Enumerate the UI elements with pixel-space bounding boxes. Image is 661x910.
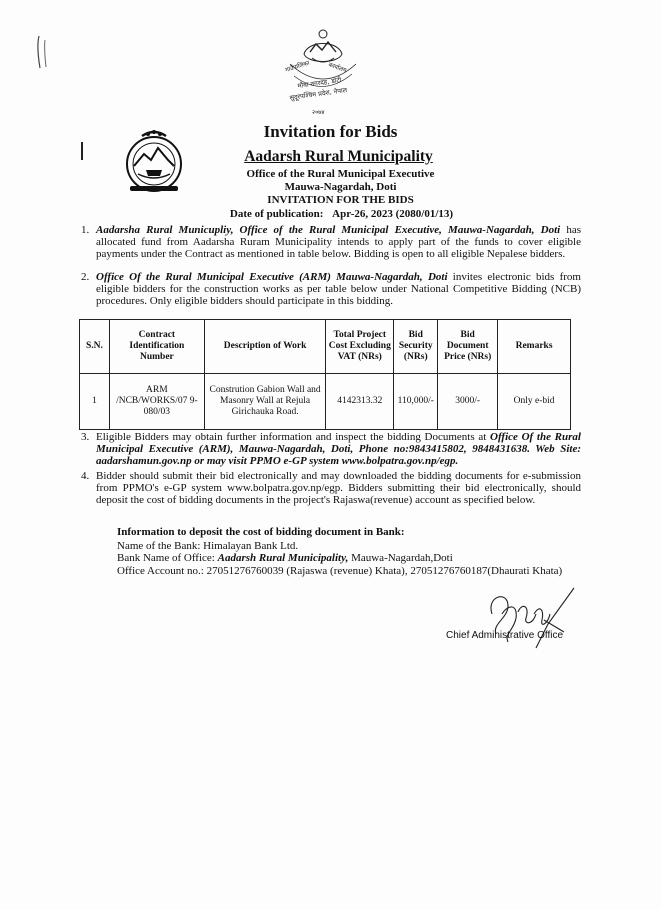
bank-name: Name of the Bank: Himalayan Bank Ltd. (117, 539, 299, 552)
svg-text:सुदूरपश्चिम प्रदेश, नेपाल: सुदूरपश्चिम प्रदेश, नेपाल (289, 86, 348, 102)
svg-text:२०७४: २०७४ (312, 109, 325, 116)
cell-description: Constrution Gabion Wall and Masonry Wall at Rejula Girichauka Road. (204, 374, 326, 430)
handwritten-signature (478, 584, 590, 654)
paragraph-4 (81, 470, 581, 506)
paragraph-body: Bidder should submit their bid electronically and may downloaded the bidding documents for e-submission from PPMO's e-GP system www.bolpatra.gov.np/egp. Bidders submitting their bid electronically, should deposit the cost of bidding documents in the project's Rajaswa(revenue) account as specified below. (96, 470, 581, 506)
header-sn: S.N. (80, 320, 110, 374)
entity-name: Office Of the Rural Municipal Executive (ARM) Mauwa-Nagardah, Doti (96, 271, 448, 283)
office-location: Mauwa-Nagardah, Doti (284, 181, 397, 193)
cell-bid-security: 110,000/- (394, 374, 438, 430)
cell-sn: 1 (80, 374, 110, 430)
cell-doc-price: 3000/- (438, 374, 498, 430)
account-numbers: Office Account no.: 27051276760039 (Rajaswa (revenue) Khata), 27051276760187(Dhaurati Khata) (117, 564, 563, 577)
municipality-name: Aadarsh Rural Municipality (244, 148, 433, 165)
bank-office-label: Bank Name of Office: (117, 552, 218, 564)
date-value: Apr-26, 2023 (2080/01/13) (332, 208, 454, 220)
cell-remarks: Only e-bid (498, 374, 571, 430)
paragraph-number: 4. (81, 470, 90, 482)
paragraph-text (96, 224, 581, 260)
paragraph-body: invites electronic bids from eligible bidders for the construction works as per table below under National Competitive Bidding (NCB) procedures. Only eligible bidders should participate in this bidding. (96, 271, 581, 307)
invitation-heading: INVITATION FOR THE BIDS (267, 194, 414, 206)
cell-contract-id: ARM /NCB/WORKS/07 9-080/03 (109, 374, 204, 430)
paragraph-number: 1. (81, 224, 90, 236)
table-header-row (80, 320, 571, 374)
table-row (80, 374, 571, 430)
cell-total-cost: 4142313.32 (326, 374, 394, 430)
paragraph-number: 2. (81, 271, 90, 283)
paragraph-number: 3. (81, 431, 90, 443)
svg-text:कार्यालय: कार्यालय (327, 61, 348, 75)
office-name: Office of the Rural Municipal Executive (246, 168, 435, 180)
entity-name: Aadarsha Rural Municupliy, Office of the Rural Municipal Executive, Mauwa-Nagardah, Doti (96, 224, 561, 236)
header-doc-price: Bid Document Price (NRs) (438, 320, 498, 374)
paragraph-text (96, 431, 581, 467)
header-total-cost: Total Project Cost Excluding VAT (NRs) (326, 320, 394, 374)
bank-office (117, 552, 587, 565)
publication-date (8, 208, 661, 220)
header-bid-security: Bid Security (NRs) (394, 320, 438, 374)
bank-office-location: Mauwa-Nagardah,Doti (348, 552, 453, 564)
svg-text:गाउँपालिका: गाउँपालिका (284, 59, 311, 74)
paragraph-1 (81, 224, 581, 260)
paragraph-3 (81, 431, 581, 467)
page-title: Invitation for Bids (263, 122, 398, 141)
date-label: Date of publication: (229, 208, 324, 220)
bank-office-name: Aadarsh Rural Municipality, (217, 552, 349, 564)
header-description: Description of Work (204, 320, 326, 374)
bids-table (79, 319, 571, 430)
svg-text:मौवा नगरदह, डोटी: मौवा नगरदह, डोटी (297, 75, 342, 90)
paragraph-body: has allocated fund from Aadarsha Ruram Municipality intends to apply part of the funds to cover eligible payments under the Contract as mentioned in table below. Bidding is open to all eligible Nepalese bidders. (96, 224, 581, 260)
municipal-stamp-emblem (268, 24, 378, 120)
bank-heading: Information to deposit the cost of bidding document in Bank: (117, 526, 405, 538)
office-contact-info: Office Of the Rural Municipal Executive (ARM), Mauwa-Nagardah, Doti, Phone no:9843415802, 9848431638. Web Site: aadarshamun.gov.np or may visit PPMO e-GP system www.bolpatra.gov.np/egp. (96, 431, 581, 467)
paragraph-text (96, 271, 581, 307)
paragraph-2 (81, 271, 581, 307)
header-contract-id: Contract Identification Number (109, 320, 204, 374)
signatory-title: Chief Administrative Office (446, 630, 564, 641)
staple-mark (36, 34, 50, 70)
bank-info (117, 526, 587, 577)
paragraph-body: Eligible Bidders may obtain further information and inspect the bidding Documents at (96, 431, 490, 443)
header-remarks: Remarks (498, 320, 571, 374)
